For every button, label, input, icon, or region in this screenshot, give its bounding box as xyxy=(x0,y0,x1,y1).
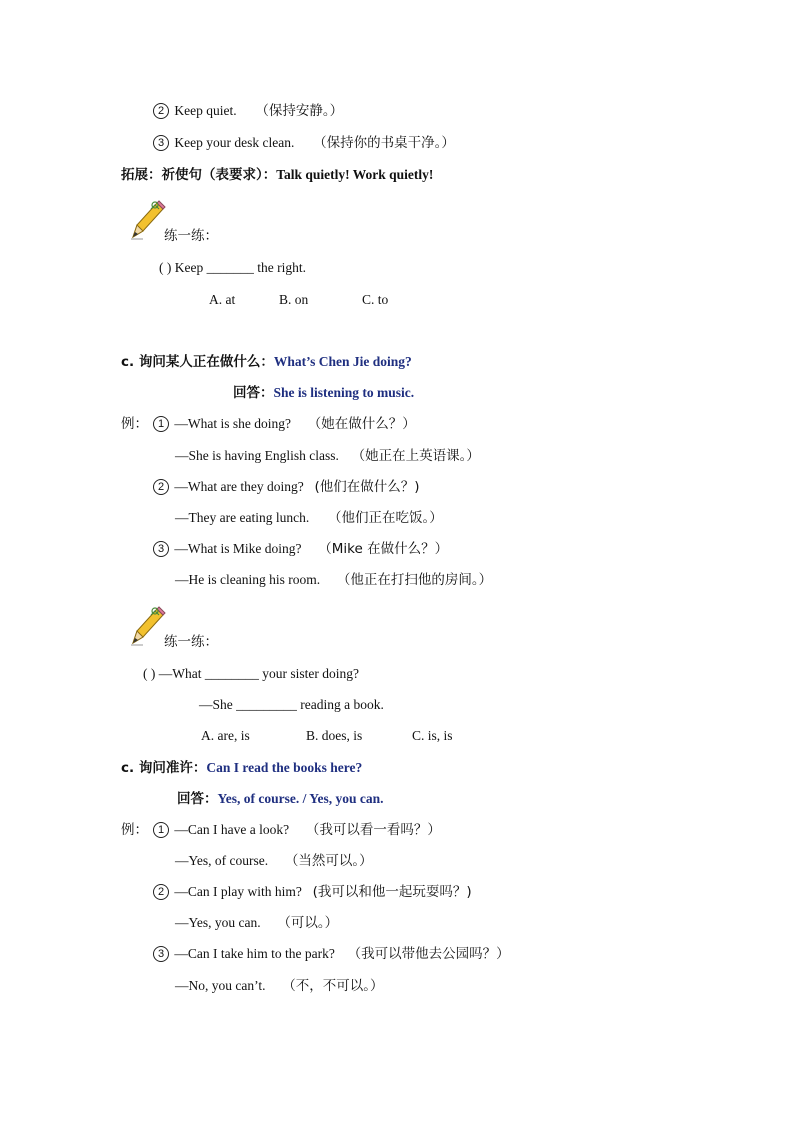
practice-label: 练一练： xyxy=(164,634,218,650)
option-b: B. does, is xyxy=(306,728,363,743)
answer-en: —He is cleaning his room. xyxy=(175,572,321,587)
permission-example-2-question xyxy=(153,882,472,902)
practice-answer-line: —She _________ reading a book. xyxy=(199,697,384,712)
sentence-cn: （保持安静。） xyxy=(255,103,344,119)
extension-label: 拓展：祈使句（表要求）： xyxy=(121,167,277,183)
circled-number: 2 xyxy=(153,884,169,900)
question-cn: (他们在做什么？) xyxy=(314,479,420,495)
example-1-answer xyxy=(175,446,480,466)
option-b: B. on xyxy=(279,292,309,307)
answer-cn: （她正在上英语课。） xyxy=(351,448,480,464)
question-en: —What are they doing? xyxy=(174,479,304,494)
answer-cn: （他正在打扫他的房间。） xyxy=(336,572,493,588)
example-label: 例： xyxy=(121,416,148,432)
sentence-en: Keep your desk clean. xyxy=(174,135,295,150)
question-cn: (我可以和他一起玩耍吗？) xyxy=(312,884,472,900)
permission-example-3-answer xyxy=(175,976,384,996)
answer-label: 回答： xyxy=(177,791,218,807)
circled-number: 3 xyxy=(153,541,169,557)
answer-cn: （当然可以。） xyxy=(284,853,373,869)
keep-item-3 xyxy=(153,133,455,153)
question-en: —Can I take him to the park? xyxy=(174,946,335,961)
answer-cn: （他们正在吃饭。） xyxy=(327,510,443,526)
section-heading-doing xyxy=(121,352,412,372)
section-heading-permission xyxy=(121,758,362,778)
answer-en: —Yes, of course. xyxy=(175,853,269,868)
example-3-answer xyxy=(175,570,492,590)
question-en: —Can I play with him? xyxy=(174,884,302,899)
permission-example-3-question xyxy=(153,944,510,964)
extension-line xyxy=(121,165,433,185)
question-text: Keep _______ the right. xyxy=(174,260,306,275)
heading-question: What’s Chen Jie doing? xyxy=(273,354,412,369)
practice-question xyxy=(143,664,359,684)
sentence-cn: （保持你的书桌干净。） xyxy=(313,135,455,151)
answer-en: —They are eating lunch. xyxy=(175,510,310,525)
practice-question xyxy=(159,258,306,278)
option-a: A. at xyxy=(209,292,236,307)
answer-en: —She is having English class. xyxy=(175,448,339,463)
answer-paren: ( ) xyxy=(159,260,172,275)
circled-number: 2 xyxy=(153,103,169,119)
question-cn: （我可以带他去公园吗？） xyxy=(347,946,510,962)
practice-label: 练一练： xyxy=(164,228,218,244)
question-cn: （她在做什么？） xyxy=(307,416,416,432)
heading-question: Can I read the books here? xyxy=(206,760,363,775)
question-en: —What is she doing? xyxy=(174,416,291,431)
answer-en: —Yes, you can. xyxy=(175,915,261,930)
pencil-icon xyxy=(127,197,167,241)
circled-number: 3 xyxy=(153,135,169,151)
example-2-answer xyxy=(175,508,443,528)
question-en: —Can I have a look? xyxy=(174,822,290,837)
option-a: A. are, is xyxy=(201,728,250,743)
question-text: —What ________ your sister doing? xyxy=(158,666,359,681)
permission-example-1-answer xyxy=(175,851,373,871)
answer-text: She is listening to music. xyxy=(273,385,415,400)
answer-text: Yes, of course. / Yes, you can. xyxy=(217,791,384,806)
answer-line-permission xyxy=(177,789,384,809)
example-2-question xyxy=(153,477,420,497)
question-en: —What is Mike doing? xyxy=(174,541,302,556)
circled-number: 1 xyxy=(153,822,169,838)
permission-example-2-answer xyxy=(175,913,338,933)
heading-label: c. 询问某人正在做什么： xyxy=(121,354,274,370)
sentence-en: Keep quiet. xyxy=(174,103,237,118)
pencil-icon xyxy=(127,603,167,647)
answer-en: —No, you can’t. xyxy=(175,978,266,993)
option-c: C. to xyxy=(362,292,389,307)
answer-line-doing xyxy=(233,383,414,403)
example-3-question xyxy=(153,539,448,559)
question-cn: （Mike 在做什么？） xyxy=(318,541,449,557)
option-c: C. is, is xyxy=(412,728,453,743)
answer-cn: （不，不可以。） xyxy=(282,978,384,994)
question-cn: （我可以看一看吗？） xyxy=(305,822,441,838)
keep-item-2 xyxy=(153,101,343,121)
circled-number: 2 xyxy=(153,479,169,495)
circled-number: 1 xyxy=(153,416,169,432)
answer-paren: ( ) xyxy=(143,666,156,681)
answer-cn: （可以。） xyxy=(277,915,339,931)
heading-label: c. 询问准许： xyxy=(121,760,207,776)
extension-text: Talk quietly! Work quietly! xyxy=(276,167,434,182)
example-1-question xyxy=(153,414,416,434)
permission-example-1-question xyxy=(153,820,441,840)
example-label: 例： xyxy=(121,822,148,838)
answer-label: 回答： xyxy=(233,385,274,401)
circled-number: 3 xyxy=(153,946,169,962)
